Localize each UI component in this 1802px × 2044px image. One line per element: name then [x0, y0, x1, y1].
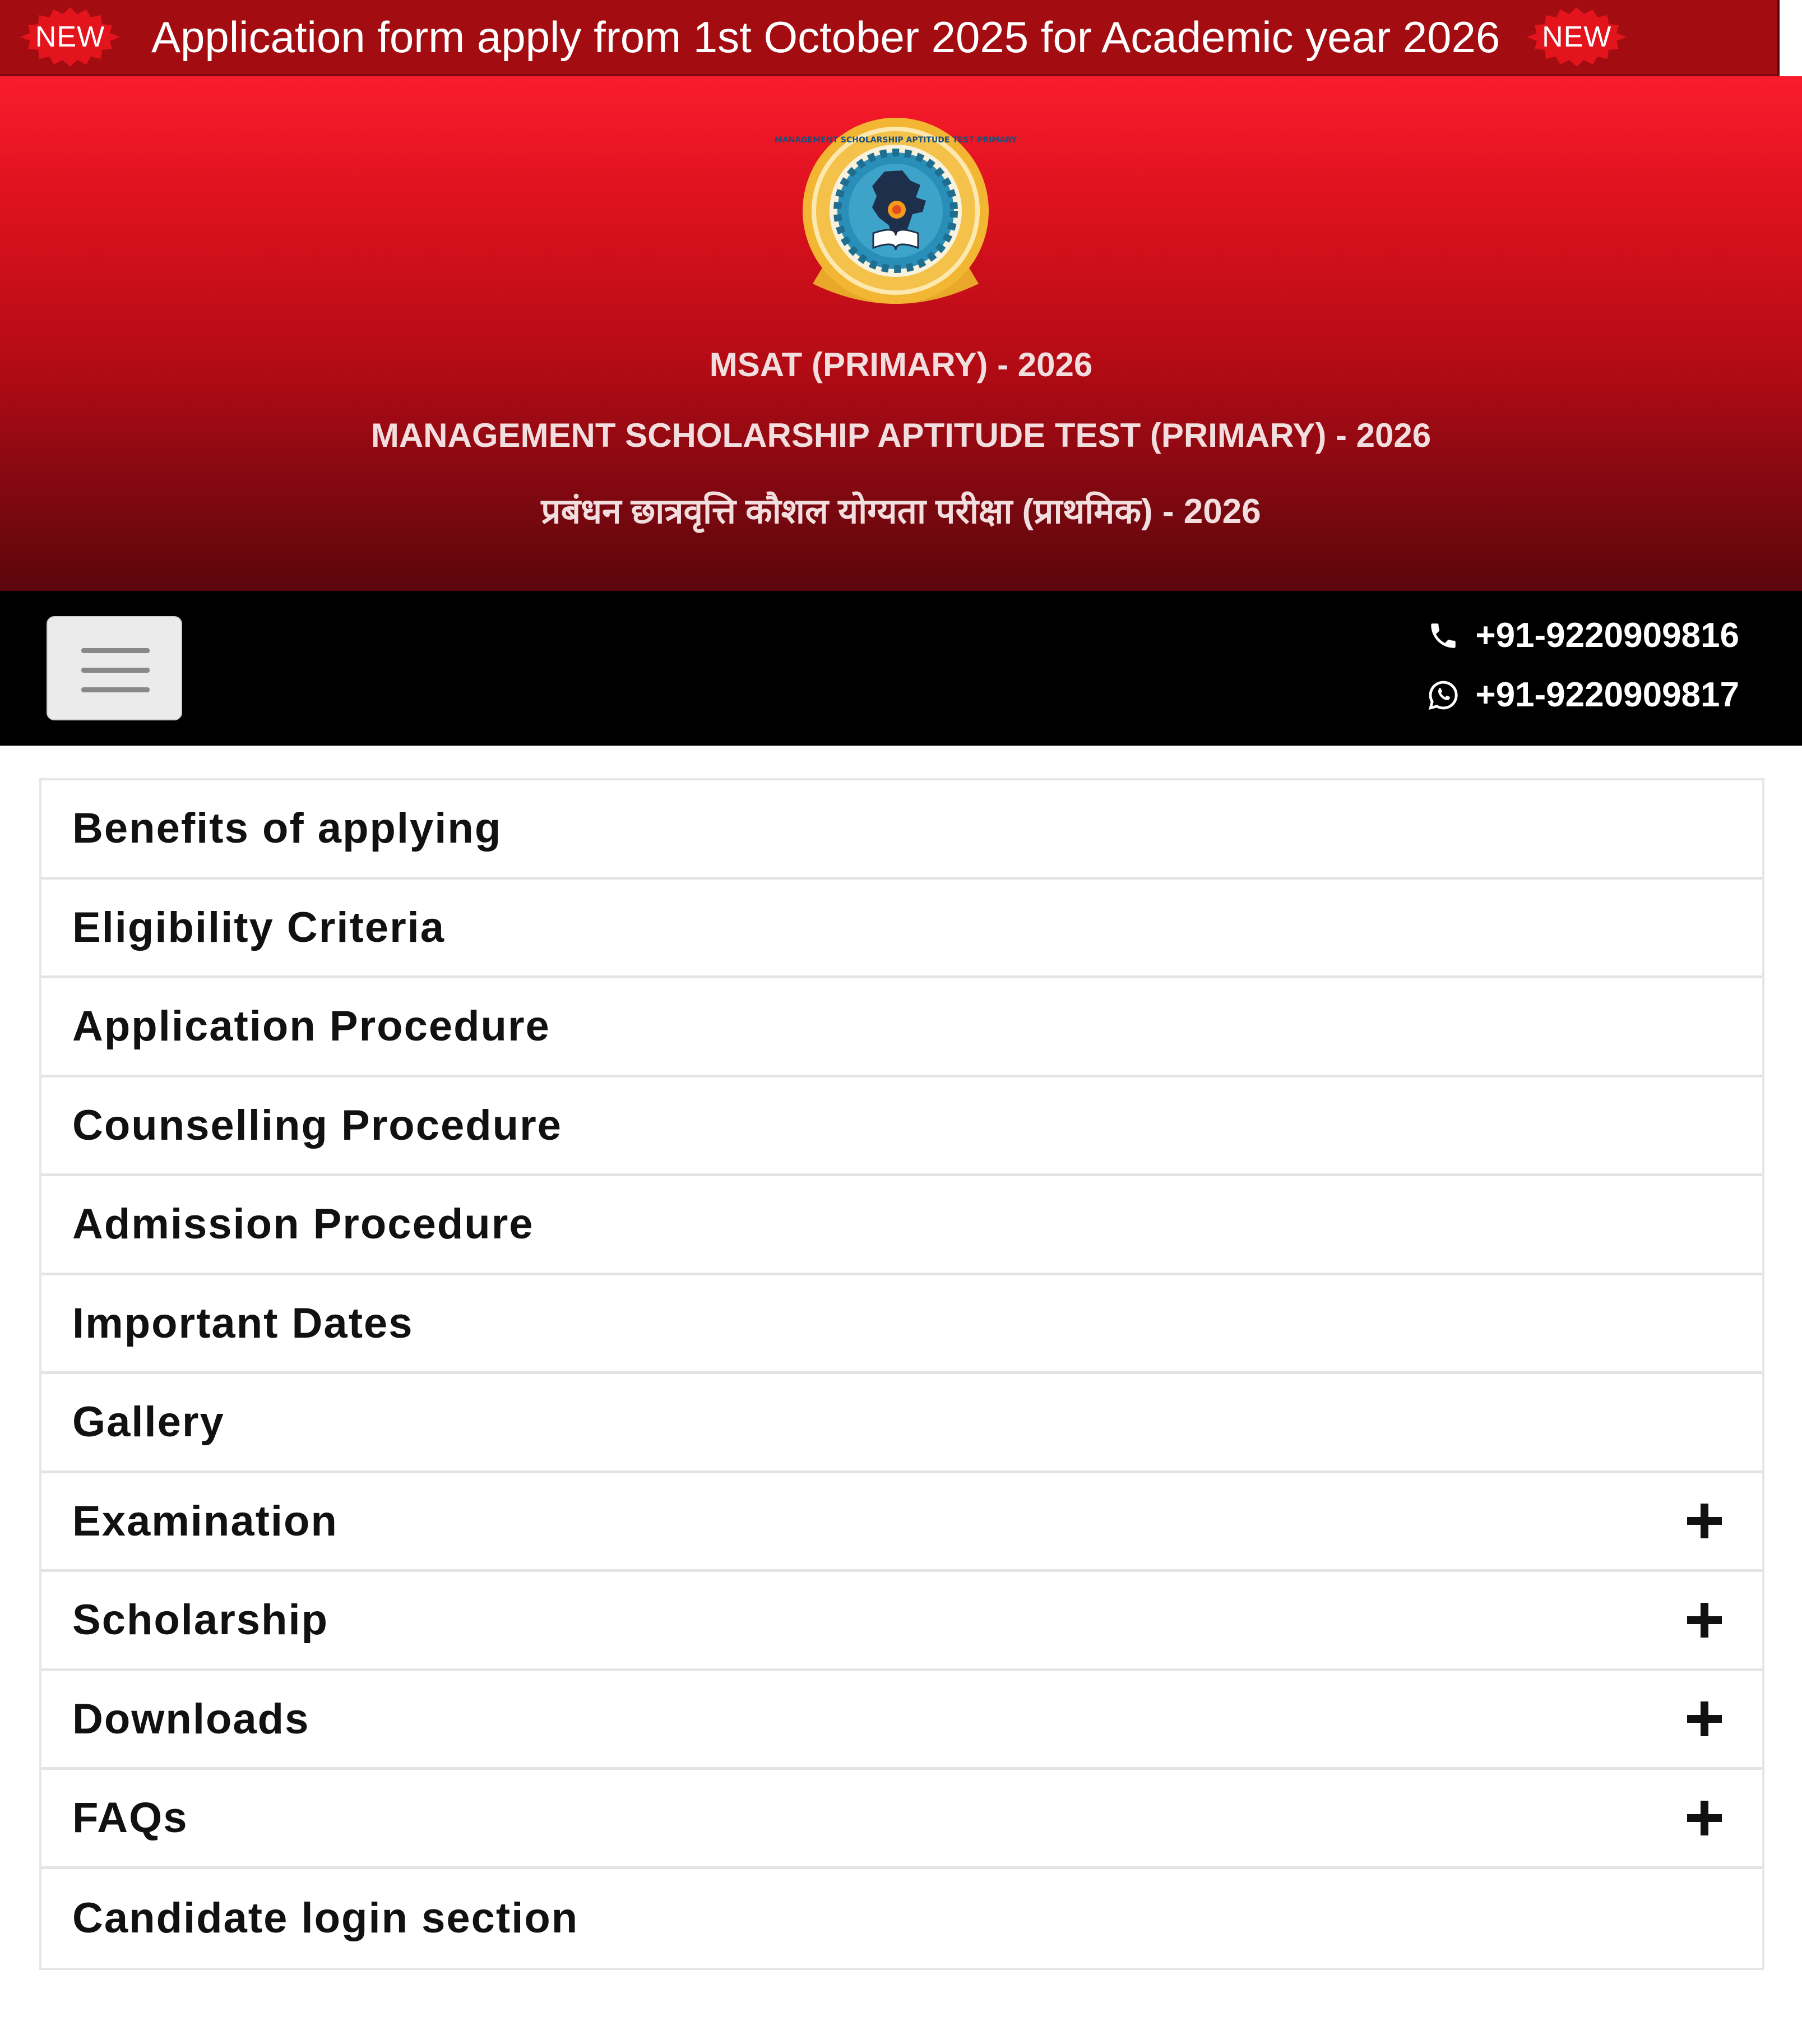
expand-plus-icon[interactable] [1687, 1504, 1722, 1538]
whatsapp-icon [1427, 679, 1460, 711]
menu-item-gallery[interactable] [41, 1374, 1762, 1473]
logo-ring-text: MANAGEMENT SCHOLARSHIP APTITUDE TEST PRIMARY [774, 136, 1017, 145]
new-badge-label: NEW [1542, 21, 1612, 53]
whatsapp-contact[interactable] [1427, 675, 1739, 715]
menu-item-label: Important Dates [72, 1299, 414, 1347]
phone-number[interactable]: +91-9220909816 [1475, 616, 1739, 655]
menu-item-label: Downloads [72, 1695, 310, 1743]
expand-plus-icon[interactable] [1687, 1801, 1722, 1835]
announcement-text[interactable]: Application form apply from 1st October 2025 for Academic year 2026 [151, 12, 1500, 62]
menu-item-important-dates[interactable] [41, 1275, 1762, 1375]
announcement-bar[interactable] [0, 0, 1780, 76]
header-title-hindi: प्रबंधन छात्रवृत्ति कौशल योग्यता परीक्षा (प्राथमिक) - 2026 [541, 492, 1261, 531]
menu-item-label: Benefits of applying [72, 804, 502, 853]
menu-item-eligibility-criteria[interactable] [41, 880, 1762, 979]
menu-item-label: Scholarship [72, 1596, 328, 1644]
expand-plus-icon[interactable] [1687, 1701, 1722, 1736]
new-badge-right [1523, 6, 1630, 68]
msat-logo-icon[interactable] [774, 115, 1017, 317]
menu-item-faqs[interactable] [41, 1770, 1762, 1869]
menu-item-downloads[interactable] [41, 1671, 1762, 1770]
menu-item-label: FAQs [72, 1794, 188, 1842]
phone-icon [1427, 619, 1460, 652]
hamburger-bar [81, 687, 150, 692]
hamburger-bar [81, 668, 150, 673]
whatsapp-number[interactable]: +91-9220909817 [1475, 676, 1739, 714]
menu-item-benefits-of-applying[interactable] [41, 780, 1762, 880]
menu-item-application-procedure[interactable] [41, 978, 1762, 1078]
menu-item-label: Counselling Procedure [72, 1101, 562, 1149]
menu-item-label: Admission Procedure [72, 1200, 534, 1248]
menu-item-admission-procedure[interactable] [41, 1176, 1762, 1275]
menu-item-counselling-procedure[interactable] [41, 1078, 1762, 1177]
site-header [0, 76, 1802, 591]
menu-item-label: Examination [72, 1497, 338, 1545]
menu-item-candidate-login-section[interactable] [41, 1869, 1762, 1968]
new-badge-label: NEW [35, 21, 105, 53]
header-title-full: MANAGEMENT SCHOLARSHIP APTITUDE TEST (PRIMARY) - 2026 [370, 417, 1432, 454]
menu-item-scholarship[interactable] [41, 1572, 1762, 1671]
header-title-short: MSAT (PRIMARY) - 2026 [709, 346, 1093, 383]
expand-plus-icon[interactable] [1687, 1603, 1722, 1638]
menu-item-examination[interactable] [41, 1473, 1762, 1573]
new-badge-left [17, 6, 123, 68]
phone-contact[interactable] [1427, 616, 1739, 655]
main-menu-list [39, 778, 1764, 1970]
navbar [0, 591, 1802, 746]
hamburger-bar [81, 648, 150, 653]
menu-item-label: Application Procedure [72, 1002, 550, 1051]
menu-item-label: Candidate login section [72, 1894, 579, 1943]
hamburger-menu-button[interactable] [47, 616, 182, 720]
menu-item-label: Gallery [72, 1398, 225, 1446]
menu-item-label: Eligibility Criteria [72, 903, 446, 951]
